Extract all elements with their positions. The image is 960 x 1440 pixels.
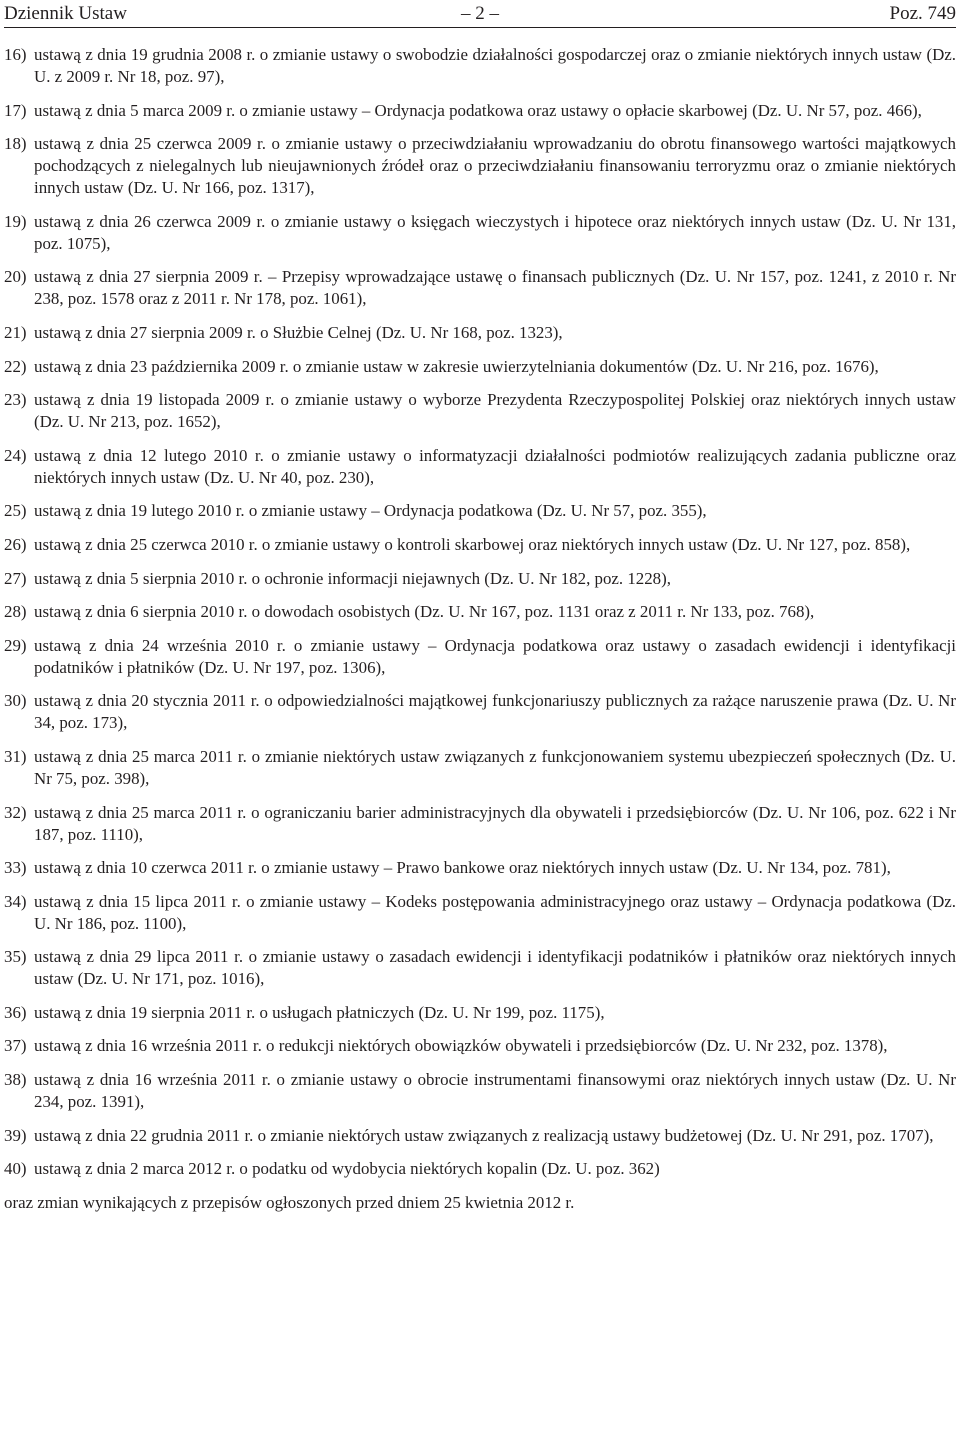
item-number: 33) — [4, 858, 27, 878]
item-number: 28) — [4, 602, 27, 622]
item-text: ustawą z dnia 25 czerwca 2010 r. o zmianie ustawy o kontroli skarbowej oraz niektórych innych ustaw (Dz. U. Nr 127, poz. 858), — [34, 534, 911, 554]
item-text: ustawą z dnia 23 października 2009 r. o zmianie ustaw w zakresie uwierzytelniania dokumentów (Dz. U. Nr 216, poz. 1676), — [34, 356, 879, 376]
item-number: 29) — [4, 635, 27, 655]
item-text: ustawą z dnia 16 września 2011 r. o redukcji niektórych obowiązków obywateli i przedsiębiorców (Dz. U. Nr 232, poz. 1378), — [34, 1036, 888, 1056]
journal-title: Dziennik Ustaw — [4, 3, 127, 24]
list-item — [4, 356, 956, 378]
item-text: ustawą z dnia 12 lutego 2010 r. o zmianie ustawy o informatyzacji działalności podmiotów realizujących zadania publiczne oraz niektórych innych ustaw (Dz. U. Nr 40, poz. 230), — [34, 445, 956, 487]
item-number: 23) — [4, 390, 27, 410]
list-item — [4, 946, 956, 990]
list-item — [4, 1002, 956, 1024]
list-item — [4, 1035, 956, 1057]
item-number: 37) — [4, 1036, 27, 1056]
list-item — [4, 746, 956, 790]
page-header — [4, 2, 956, 26]
list-item — [4, 635, 956, 679]
list-item — [4, 100, 956, 122]
item-number: 36) — [4, 1002, 27, 1022]
item-text: ustawą z dnia 25 marca 2011 r. o zmianie niektórych ustaw związanych z funkcjonowaniem systemu ubezpieczeń społecznych (Dz. U. Nr 75, poz. 398), — [34, 746, 956, 788]
item-text: ustawą z dnia 19 listopada 2009 r. o zmianie ustawy o wyborze Prezydenta Rzeczypospolitej Polskiej oraz niektórych innych ustaw (Dz. U. Nr 213, poz. 1652), — [34, 390, 956, 432]
list-item — [4, 211, 956, 255]
item-text: ustawą z dnia 6 sierpnia 2010 r. o dowodach osobistych (Dz. U. Nr 167, poz. 1131 oraz z 2011 r. Nr 133, poz. 768), — [34, 602, 815, 622]
position-number: Poz. 749 — [889, 3, 956, 24]
item-number: 26) — [4, 534, 27, 554]
item-number: 31) — [4, 746, 27, 766]
item-text: ustawą z dnia 10 czerwca 2011 r. o zmianie ustawy – Prawo bankowe oraz niektórych innych ustaw (Dz. U. Nr 134, poz. 781), — [34, 858, 891, 878]
item-text: ustawą z dnia 19 lutego 2010 r. o zmianie ustawy – Ordynacja podatkowa (Dz. U. Nr 57, poz. 355), — [34, 501, 707, 521]
item-number: 20) — [4, 267, 27, 287]
item-number: 35) — [4, 947, 27, 967]
item-text: ustawą z dnia 22 grudnia 2011 r. o zmianie niektórych ustaw związanych z realizacją ustawy budżetowej (Dz. U. Nr 291, poz. 1707), — [34, 1125, 934, 1145]
item-text: ustawą z dnia 16 września 2011 r. o zmianie ustawy o obrocie instrumentami finansowymi oraz niektórych innych ustaw (Dz. U. Nr 234, poz. 1391), — [34, 1070, 956, 1112]
item-text: ustawą z dnia 2 marca 2012 r. o podatku od wydobycia niektórych kopalin (Dz. U. poz. 362) — [34, 1159, 660, 1179]
list-item — [4, 601, 956, 623]
list-item — [4, 857, 956, 879]
item-number: 38) — [4, 1070, 27, 1090]
list-item — [4, 389, 956, 433]
item-text: ustawą z dnia 29 lipca 2011 r. o zmianie ustawy o zasadach ewidencji i identyfikacji podatników i płatników oraz niektórych innych ustaw (Dz. U. Nr 171, poz. 1016), — [34, 947, 956, 989]
item-number: 27) — [4, 568, 27, 588]
list-item — [4, 802, 956, 846]
item-text: ustawą z dnia 5 marca 2009 r. o zmianie ustawy – Ordynacja podatkowa oraz ustawy o opłacie skarbowej (Dz. U. Nr 57, poz. 466), — [34, 100, 922, 120]
page-number: – 2 – — [461, 3, 499, 24]
list-item — [4, 568, 956, 590]
list-item — [4, 266, 956, 310]
closing-paragraph: oraz zmian wynikających z przepisów ogłoszonych przed dniem 25 kwietnia 2012 r. — [4, 1192, 575, 1212]
item-number: 34) — [4, 891, 27, 911]
list-item — [4, 1158, 956, 1180]
item-number: 39) — [4, 1125, 27, 1145]
item-number: 16) — [4, 45, 27, 64]
item-text: ustawą z dnia 27 sierpnia 2009 r. o Służbie Celnej (Dz. U. Nr 168, poz. 1323), — [34, 322, 563, 342]
item-number: 25) — [4, 501, 27, 521]
item-number: 19) — [4, 211, 27, 231]
list-item — [4, 133, 956, 199]
list-item — [4, 534, 956, 556]
item-number: 32) — [4, 802, 27, 822]
amendment-list — [4, 44, 956, 1180]
item-text: ustawą z dnia 25 czerwca 2009 r. o zmianie ustawy o przeciwdziałaniu wprowadzaniu do obrotu finansowego wartości majątkowych pochodzących z nielegalnych lub nieujawnionych źródeł oraz o przeciwdziałaniu finansowaniu terroryzmu oraz o zmianie niektórych innych ustaw (Dz. U. Nr 166, poz. 1317), — [34, 134, 956, 198]
item-text: ustawą z dnia 26 czerwca 2009 r. o zmianie ustawy o księgach wieczystych i hipotece oraz niektórych innych ustaw (Dz. U. Nr 131, poz. 1075), — [34, 211, 956, 253]
item-text: ustawą z dnia 15 lipca 2011 r. o zmianie ustawy – Kodeks postępowania administracyjnego oraz ustawy – Ordynacja podatkowa (Dz. U. Nr 186, poz. 1100), — [34, 891, 956, 933]
item-number: 40) — [4, 1159, 27, 1179]
item-number: 18) — [4, 134, 27, 154]
list-item — [4, 44, 956, 88]
item-number: 24) — [4, 445, 27, 465]
item-number: 30) — [4, 691, 27, 711]
item-text: ustawą z dnia 5 sierpnia 2010 r. o ochronie informacji niejawnych (Dz. U. Nr 182, poz. 1228), — [34, 568, 671, 588]
item-text: ustawą z dnia 19 grudnia 2008 r. o zmianie ustawy o swobodzie działalności gospodarczej oraz o zmianie niektórych innych ustaw (Dz. U. z 2009 r. Nr 18, poz. 97), — [34, 45, 956, 86]
list-item — [4, 690, 956, 734]
item-text: ustawą z dnia 27 sierpnia 2009 r. – Przepisy wprowadzające ustawę o finansach publicznych (Dz. U. Nr 157, poz. 1241, z 2010 r. Nr 238, poz. 1578 oraz z 2011 r. Nr 178, poz. 1061), — [34, 267, 956, 309]
list-item — [4, 891, 956, 935]
header-divider — [4, 27, 956, 28]
item-text: ustawą z dnia 19 sierpnia 2011 r. o usługach płatniczych (Dz. U. Nr 199, poz. 1175), — [34, 1002, 605, 1022]
item-number: 17) — [4, 100, 27, 120]
item-text: ustawą z dnia 20 stycznia 2011 r. o odpowiedzialności majątkowej funkcjonariuszy publicznych za rażące naruszenie prawa (Dz. U. Nr 34, poz. 173), — [34, 691, 956, 733]
list-item — [4, 500, 956, 522]
document-body — [4, 44, 956, 1214]
list-item — [4, 1069, 956, 1113]
item-number: 21) — [4, 322, 27, 342]
item-text: ustawą z dnia 25 marca 2011 r. o ograniczaniu barier administracyjnych dla obywateli i przedsiębiorców (Dz. U. Nr 106, poz. 622 i Nr 187, poz. 1110), — [34, 802, 956, 844]
item-text: ustawą z dnia 24 września 2010 r. o zmianie ustawy – Ordynacja podatkowa oraz ustawy o zasadach ewidencji i identyfikacji podatników i płatników (Dz. U. Nr 197, poz. 1306), — [34, 635, 956, 677]
list-item — [4, 445, 956, 489]
list-item — [4, 322, 956, 344]
item-number: 22) — [4, 356, 27, 376]
list-item — [4, 1125, 956, 1147]
